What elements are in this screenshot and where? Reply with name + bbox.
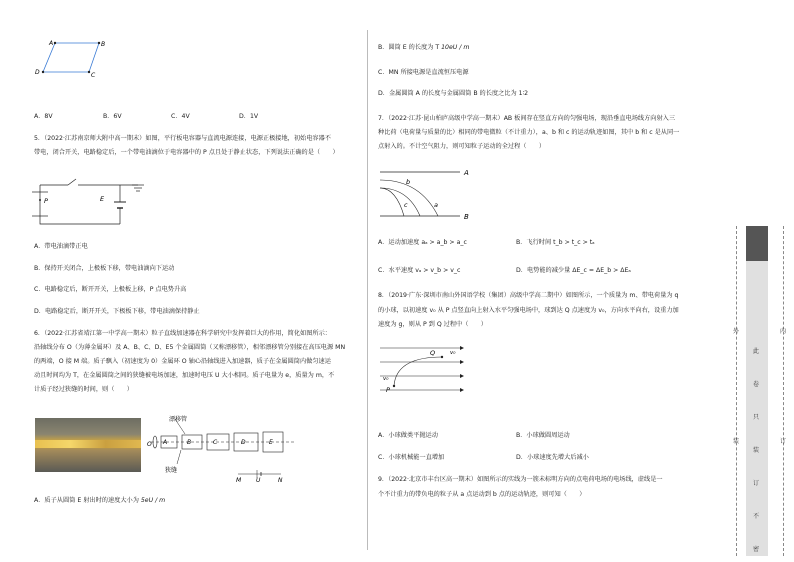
q8-stem-line2: 的小球，以初速度 v₀ 从 P 点竖直向上射入水平匀强电场中，球到达 Q 点速度为 v₀，方向水平向右，设重力加 (378, 307, 679, 314)
q8-stem-line3: 速度为 g，则从 P 到 Q 过程中（ ） (378, 321, 487, 328)
q6-option-a: A．质子从圆筒 E 射出时的速度大小为 5eU / m (34, 497, 166, 504)
binding-mark-1: 外 (733, 328, 740, 335)
binding-dashed-line-inner (783, 226, 784, 556)
q4-option-b: B．6V (103, 113, 122, 120)
binding-band-header (746, 226, 768, 261)
binding-mark-3: 内 (780, 328, 787, 335)
q7-stem-line2: 种比荷（电荷量与质量的比）相同的带电微粒（不计重力），a、b 和 c 的运动轨迹如图，其中 b 和 c 是从同一 (378, 129, 680, 136)
q8-option-d: D．小球速度先增大后减小 (516, 454, 589, 461)
svg-text:E: E (100, 195, 105, 203)
q6-stem-line2: 沿轴线分布 O（为薄金属环）及 A、B、C、D、E5 个金属圆筒（又称漂移管），相邻漂移管分别接在高压电源 MN (34, 344, 346, 351)
q5-stem-line1: 5．（2022·江苏南京师大附中高一期末）如图，平行板电容器与直流电源连接，电源正极接地，初始电容器不 (34, 135, 331, 142)
q5-stem-line2: 带电，闭合开关，电路稳定后，一个带电油滴位于电容器中的 P 点且处于静止状态，下列说法正确的是（ ） (34, 149, 339, 156)
q5-option-b: B．保持开关闭合，上极板下移，带电油滴向下运动 (34, 265, 175, 272)
svg-text:漂移管: 漂移管 (169, 416, 188, 423)
binding-band (746, 226, 768, 556)
binding-char-2: 卷 (753, 381, 760, 388)
q8-option-a: A．小球做类平抛运动 (378, 432, 438, 439)
svg-text:E: E (269, 439, 273, 446)
q9-stem-line2: 个不计重力的带负电的粒子从 a 点运动到 b 点的运动轨迹，则可知（ ） (378, 491, 586, 498)
svg-text:M: M (236, 477, 242, 484)
q6-stem-line1: 6．（2022·江苏省靖江第一中学高一期末）粒子直线加速器在科学研究中发挥着巨大的作用，简化如图所示： (34, 330, 331, 337)
q6-option-a-formula: 5eU / m (140, 497, 166, 504)
q4-option-c: C．4V (171, 113, 190, 120)
svg-text:v₀: v₀ (383, 376, 389, 382)
svg-text:N: N (278, 477, 283, 484)
svg-text:U: U (256, 477, 261, 484)
q6-accelerator-figure (145, 412, 295, 484)
q6-stem-line4: 动且时间均为 T，在金属圆筒之间的狭缝被电场加速，加速时电压 U 大小相同。质子电量为 e，质量为 m，不 (34, 372, 335, 379)
binding-margin (731, 226, 791, 556)
svg-text:b: b (406, 178, 411, 186)
svg-text:狭缝: 狭缝 (165, 467, 178, 474)
svg-text:P: P (44, 197, 48, 205)
binding-mark-4: 订 (780, 438, 787, 445)
q4-parallelogram-figure (35, 38, 115, 78)
q8-option-c: C．小球机械能一直增加 (378, 454, 445, 461)
svg-text:Q: Q (430, 349, 436, 357)
q6-stem-line5: 计质子经过狭缝的时间，则（ ） (34, 386, 133, 393)
svg-text:O: O (147, 441, 152, 448)
svg-text:P: P (386, 386, 390, 394)
accelerator-photo (35, 418, 141, 472)
q7-stem-line1: 7．（2022·江苏·昆山柏庐高级中学高一期末）AB 板间存在竖直方向的匀强电场，现沿垂直电场线方向射入三 (378, 115, 676, 122)
svg-text:c: c (404, 201, 408, 209)
svg-text:B: B (464, 213, 469, 221)
q9-stem-line1: 9．（2022·北京市丰台区高一期末）如图所示的实线为一簇未标明方向的点电荷电场的电场线，虚线是一 (378, 476, 663, 483)
q8-option-b: B．小球做圆周运动 (516, 432, 570, 439)
column-divider (367, 30, 368, 550)
svg-text:v₀: v₀ (450, 350, 456, 356)
q7-trajectory-figure (380, 164, 480, 224)
svg-text:B: B (187, 439, 192, 446)
svg-text:D: D (35, 69, 40, 76)
q4-option-a: A．8V (34, 113, 53, 120)
svg-text:a: a (434, 201, 438, 209)
q8-stem-line1: 8．（2019·广东·深圳市南山外国语学校（集团）高级中学高二期中）如图所示，一个质量为 m、带电荷量为 q (378, 292, 679, 299)
q5-option-d: D．电路稳定后，断开开关，下极板下移，带电油滴保持静止 (34, 308, 200, 315)
svg-text:A: A (464, 169, 469, 177)
binding-char-6: 不 (753, 513, 760, 520)
q7-option-a: A．运动加速度 aₐ > a_b > a_c (378, 239, 467, 246)
q6-stem-line3: 的两端，O 接 M 端。质子飘入（初速度为 0）金属环 O 轴心沿轴线进入加速器，质子在金属圆筒内做匀速运 (34, 358, 331, 365)
binding-dashed-line-outer (736, 226, 737, 556)
q6-option-d: D．金属圆筒 A 的长度与金属圆筒 B 的长度之比为 1∶2 (378, 90, 529, 97)
q5-option-c: C．电路稳定后，断开开关，上极板上移，P 点电势升高 (34, 286, 187, 293)
binding-char-7: 密 (753, 546, 760, 553)
q5-circuit-figure (30, 170, 150, 230)
binding-char-5: 订 (753, 480, 760, 487)
q7-option-c: C．水平速度 vₐ > v_b > v_c (378, 267, 461, 274)
q6-option-b: B．圆筒 E 的长度为 T 10eU / m (378, 44, 470, 51)
q7-stem-line3: 点射入的。不计空气阻力，则可知粒子运动的全过程（ ） (378, 143, 546, 150)
svg-text:D: D (241, 439, 246, 446)
q6-option-b-formula: 10eU / m (441, 44, 470, 51)
q8-field-figure (380, 340, 470, 398)
svg-text:A: A (49, 40, 54, 47)
q5-option-a: A．带电油滴带正电 (34, 243, 88, 250)
q7-option-d: D．电势能的减少量 ΔE_c = ΔE_b > ΔEₐ (516, 267, 631, 274)
binding-char-3: 只 (753, 414, 760, 421)
q4-option-d: D．1V (239, 113, 259, 120)
binding-char-4: 装 (753, 447, 760, 454)
q7-option-b: B．飞行时间 t_b > t_c > tₐ (516, 239, 595, 246)
binding-mark-2: 装 (733, 438, 740, 445)
svg-text:B: B (101, 41, 106, 48)
svg-text:C: C (213, 439, 218, 446)
binding-char-1: 此 (753, 348, 760, 355)
q6-option-c: C．MN 所接电源是直流恒压电源 (378, 69, 469, 76)
svg-text:C: C (91, 72, 96, 79)
svg-text:A: A (163, 439, 168, 446)
